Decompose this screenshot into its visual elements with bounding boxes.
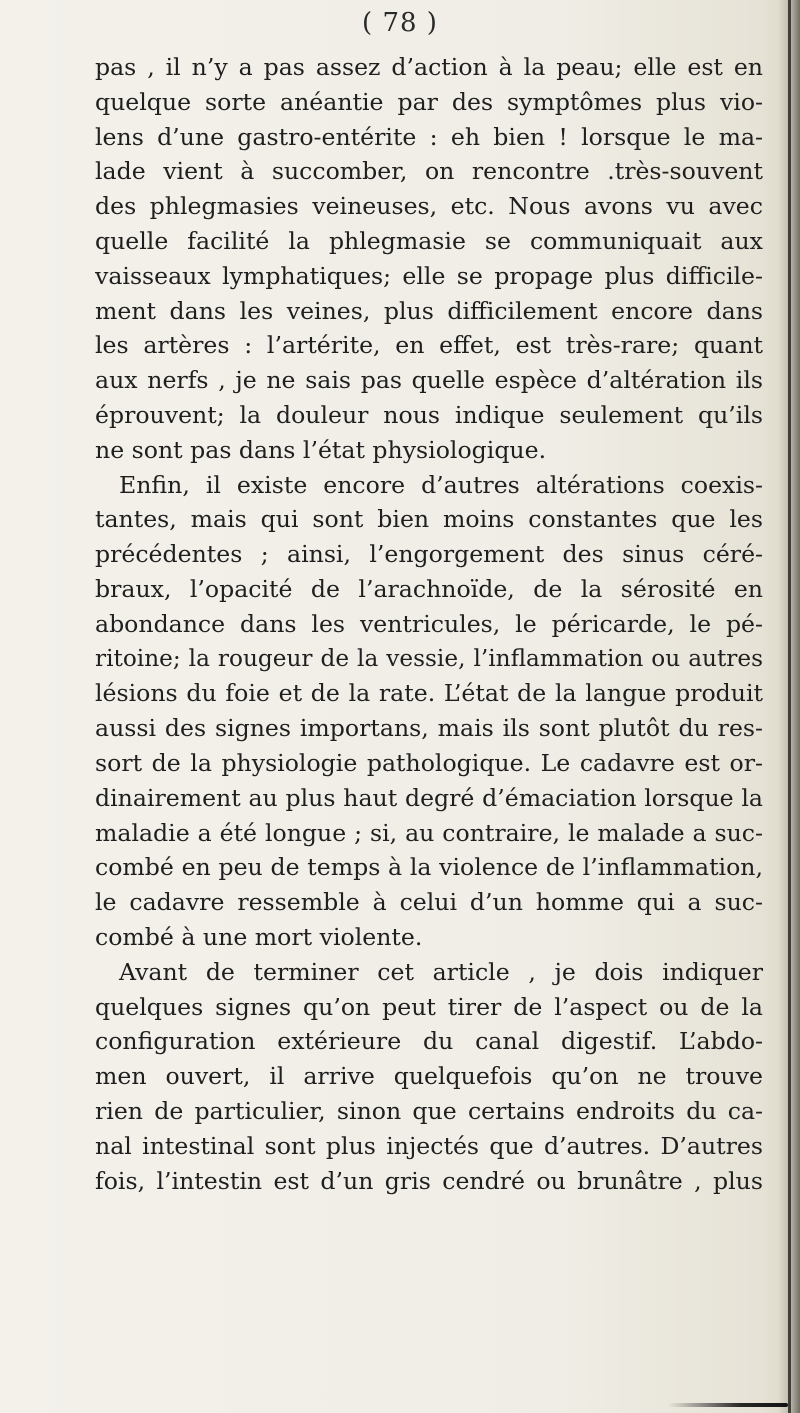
text-line: quelle facilité la phlegmasie se communiquait aux	[95, 226, 763, 255]
text-line: lens d’une gastro-entérite : eh bien ! lorsque le ma-	[95, 122, 763, 151]
text-line: précédentes ; ainsi, l’engorgement des sinus céré-	[95, 540, 763, 569]
text-line: combé à une mort violente.	[95, 922, 423, 951]
text-line: fois, l’intestin est d’un gris cendré ou brunâtre , plus	[95, 1166, 763, 1195]
text-line: braux, l’opacité de l’arachnoïde, de la sérosité en	[95, 574, 763, 603]
text-line: les artères : l’artérite, en effet, est très-rare; quant	[95, 331, 763, 360]
text-line: quelque sorte anéantie par des symptômes plus vio-	[95, 87, 763, 116]
text-line: Avant de terminer cet article , je dois indiquer	[119, 957, 763, 986]
page-bottom-stroke	[668, 1403, 788, 1407]
text-line: éprouvent; la douleur nous indique seulement qu’ils	[95, 400, 763, 429]
text-line: dinairement au plus haut degré d’émaciation lorsque la	[95, 783, 763, 812]
text-line: rien de particulier, sinon que certains endroits du ca-	[95, 1096, 763, 1125]
text-line: ment dans les veines, plus difficilement encore dans	[95, 296, 763, 325]
text-line: abondance dans les ventricules, le péricarde, le pé-	[95, 609, 763, 638]
text-line: sort de la physiologie pathologique. Le cadavre est or-	[95, 748, 763, 777]
body-text	[95, 50, 763, 1198]
text-line: aussi des signes importans, mais ils sont plutôt du res-	[95, 714, 763, 743]
text-line: ne sont pas dans l’état physiologique.	[95, 435, 547, 464]
text-line: nal intestinal sont plus injectés que d’autres. D’autres	[95, 1131, 763, 1160]
text-line: quelques signes qu’on peut tirer de l’aspect ou de la	[95, 992, 763, 1021]
text-line: pas , il n’y a pas assez d’action à la peau; elle est en	[95, 53, 763, 81]
page-edge-line	[788, 0, 791, 1413]
text-line: lésions du foie et de la rate. L’état de la langue produit	[95, 679, 763, 708]
text-line: lade vient à succomber, on rencontre .très-souvent	[95, 157, 763, 186]
text-line: le cadavre ressemble à celui d’un homme qui a suc-	[95, 888, 763, 917]
text-line: des phlegmasies veineuses, etc. Nous avons vu avec	[95, 192, 763, 221]
text-line: configuration extérieure du canal digestif. L’abdo-	[95, 1027, 763, 1056]
text-line: combé en peu de temps à la violence de l’inflammation,	[95, 853, 763, 882]
text-line: aux nerfs , je ne sais pas quelle espèce d’altération ils	[95, 366, 763, 395]
text-line: vaisseaux lymphatiques; elle se propage plus difficile-	[95, 261, 763, 290]
page-number-header: ( 78 )	[362, 8, 438, 38]
text-line: men ouvert, il arrive quelquefois qu’on ne trouve	[95, 1062, 763, 1091]
text-line: maladie a été longue ; si, au contraire, le malade a suc-	[95, 818, 763, 847]
text-line: Enfin, il existe encore d’autres altérations coexis-	[119, 470, 763, 499]
text-line: ritoine; la rougeur de la vessie, l’inflammation ou autres	[95, 644, 763, 672]
text-line: tantes, mais qui sont bien moins constantes que les	[95, 505, 763, 534]
